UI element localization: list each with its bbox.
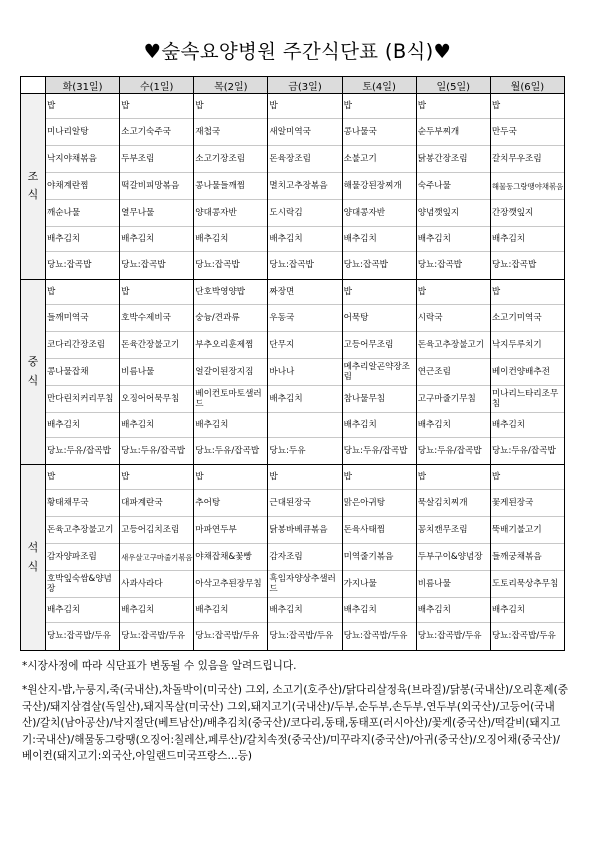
menu-item-list: [343, 280, 416, 465]
menu-item: 재첩국: [194, 119, 267, 146]
menu-item: 콩나물들깨찜: [194, 173, 267, 200]
menu-item: 해물강된장찌개: [343, 173, 416, 200]
menu-item: 두부조림: [120, 146, 193, 173]
menu-item: 두부구이&양념장: [417, 544, 490, 571]
menu-item: 배추김치: [194, 598, 267, 623]
menu-item: 돈육고추장불고기: [417, 332, 490, 359]
menu-item: 배추김치: [268, 227, 341, 252]
menu-cell: [342, 94, 416, 280]
menu-item: 간장깻잎지: [491, 200, 564, 227]
menu-item: 들깨궁채볶음: [491, 544, 564, 571]
menu-item: 멸치고추장볶음: [268, 173, 341, 200]
day-header-row: [21, 77, 565, 94]
menu-item: 배추김치: [417, 227, 490, 252]
menu-item: 배추김치: [46, 598, 119, 623]
menu-cell: [194, 94, 268, 280]
menu-item: 양대콩자반: [343, 200, 416, 227]
meal-label-char: 조: [27, 169, 39, 183]
menu-cell: [268, 279, 342, 465]
menu-item: 소고기미역국: [491, 305, 564, 332]
menu-item: 밥: [417, 94, 490, 119]
menu-item: 돈육간장불고기: [120, 332, 193, 359]
menu-cell: [46, 279, 120, 465]
menu-item: 당뇨:잡곡밥: [195, 260, 240, 270]
menu-item: 비름나물: [120, 359, 193, 386]
menu-item: 배추김치: [491, 598, 564, 623]
lunch-row: [21, 279, 565, 465]
menu-item: 밥: [268, 465, 341, 490]
menu-item: 밥: [343, 94, 416, 119]
meal-label-char: 식: [27, 188, 39, 202]
menu-item-list: [268, 465, 341, 650]
menu-item: 바나나: [268, 359, 341, 386]
notice-text: *시장사정에 따라 식단표가 변동될 수 있음을 알려드립니다.: [22, 660, 297, 672]
menu-item-list: [268, 94, 341, 279]
menu-item-list: [491, 94, 564, 279]
menu-item: 마파연두부: [194, 517, 267, 544]
menu-cell: [268, 94, 342, 280]
menu-item: 밥: [268, 94, 341, 119]
menu-item: 황태채무국: [46, 490, 119, 517]
day-header: 토(4일): [342, 77, 416, 94]
menu-item: 배추김치: [120, 413, 193, 438]
menu-item-list: [491, 280, 564, 465]
menu-item: 양대콩자반: [194, 200, 267, 227]
day-header: 월(6일): [490, 77, 564, 94]
lunch-label: [21, 279, 46, 465]
menu-cell: [120, 94, 194, 280]
menu-item: 갈치무우조림: [491, 146, 564, 173]
menu-item-list: [46, 94, 119, 279]
menu-item: 당뇨:잡곡밥: [343, 260, 388, 270]
menu-item: 양념깻잎지: [417, 200, 490, 227]
menu-item: 들깨미역국: [46, 305, 119, 332]
menu-cell: [342, 279, 416, 465]
menu-item: 배추김치: [194, 413, 267, 438]
menu-item-list: [120, 94, 193, 279]
menu-cell: [342, 465, 416, 651]
menu-item: 당뇨:두유/잡곡밥: [121, 445, 186, 456]
menu-item-list: [194, 280, 267, 465]
menu-item: 당뇨:잡곡밥: [121, 260, 166, 270]
menu-item: 배추김치: [268, 598, 341, 623]
menu-item: 떡갈비피망볶음: [120, 173, 193, 200]
menu-cell: [490, 465, 564, 651]
menu-item: 당뇨:잡곡밥/두유: [121, 631, 186, 642]
menu-item: 만다린치커리무침: [46, 386, 119, 413]
menu-item: 아삭고추된장무침: [194, 571, 267, 598]
menu-item: 당뇨:두유/잡곡밥: [417, 445, 482, 456]
menu-item: 배추김치: [268, 386, 341, 413]
menu-item: 어묵탕: [343, 305, 416, 332]
menu-item: 당뇨:잡곡밥: [417, 260, 463, 270]
menu-cell: [490, 279, 564, 465]
menu-item: 숭늉/견과류: [194, 305, 267, 332]
menu-item: 고구마줄기무침: [417, 386, 490, 413]
menu-item: 돈육고추장불고기: [46, 517, 119, 544]
menu-item: 메추리알곤약장조림: [343, 359, 416, 386]
menu-item: 밥: [343, 465, 416, 490]
menu-item: 배추김치: [46, 227, 119, 252]
menu-item: 당뇨:잡곡밥: [47, 260, 92, 270]
menu-item: 밥: [46, 94, 119, 119]
menu-cell: [416, 279, 490, 465]
menu-item: 연근조림: [417, 359, 490, 386]
menu-cell: [46, 94, 120, 280]
day-header: 금(3일): [268, 77, 342, 94]
menu-item: 숙주나물: [417, 173, 490, 200]
menu-item: 꽁치캔무조림: [417, 517, 490, 544]
menu-item: 소불고기: [343, 146, 416, 173]
menu-item: 밥: [120, 465, 193, 490]
menu-item: 배추김치: [491, 227, 564, 252]
menu-item: 밥: [343, 280, 416, 305]
menu-item: 소고기숙주국: [120, 119, 193, 146]
dinner-label: [21, 465, 46, 651]
menu-item: 닭봉바베큐볶음: [268, 517, 341, 544]
meal-label-char: 석: [27, 540, 39, 554]
menu-item: 야채계란찜: [46, 173, 119, 200]
meal-label-char: 식: [27, 373, 39, 387]
menu-item-list: [417, 465, 490, 650]
menu-item: 만두국: [491, 119, 564, 146]
weekly-menu-table: [20, 76, 565, 651]
menu-item: 돈육장조림: [268, 146, 341, 173]
menu-cell: [194, 465, 268, 651]
menu-item: 당뇨:잡곡밥: [269, 260, 314, 270]
day-header: 수(1일): [120, 77, 194, 94]
menu-item: 호박잎숙쌈&양념장: [46, 571, 119, 598]
breakfast-label: [21, 94, 46, 280]
menu-item: 밥: [120, 94, 193, 119]
menu-item: 밥: [46, 280, 119, 305]
meal-label-char: 식: [27, 559, 39, 573]
menu-item: 낙지야채볶음: [46, 146, 119, 173]
menu-item: 밥: [491, 94, 564, 119]
menu-item: 묵살김치찌개: [417, 490, 490, 517]
menu-item: 낙지두루치기: [491, 332, 564, 359]
menu-item: 닭봉간장조림: [417, 146, 490, 173]
menu-item: 돈육사태찜: [343, 517, 416, 544]
menu-item-list: [120, 465, 193, 650]
menu-item: 콩나물잡채: [46, 359, 119, 386]
menu-item: 당뇨:잡곡밥/두유: [343, 631, 408, 642]
menu-item: 베이컨토마토샐러드: [194, 386, 267, 413]
menu-item-list: [194, 465, 267, 650]
menu-item: 대파계란국: [120, 490, 193, 517]
menu-item: 밥: [120, 280, 193, 305]
meal-label-char: 중: [27, 355, 39, 369]
menu-item: 얼갈이된장지짐: [194, 359, 267, 386]
menu-cell: [416, 94, 490, 280]
menu-item-list: [417, 94, 490, 279]
menu-item-list: [46, 465, 119, 650]
menu-item: 배추김치: [491, 413, 564, 438]
dinner-row: [21, 465, 565, 651]
breakfast-row: [21, 94, 565, 280]
menu-item: 우동국: [268, 305, 341, 332]
menu-item: 당뇨:두유/잡곡밥: [195, 445, 260, 456]
menu-cell: [268, 465, 342, 651]
menu-item: 당뇨:잡곡밥/두유: [47, 631, 111, 642]
menu-item-list: [120, 280, 193, 465]
menu-item: 밥: [491, 465, 564, 490]
menu-item: 호박수제비국: [120, 305, 193, 332]
day-header: 목(2일): [194, 77, 268, 94]
page-title: ♥숲속요양병원 주간식단표 (B식)♥: [143, 40, 452, 63]
menu-item: 당뇨:잡곡밥: [491, 260, 537, 270]
menu-item: 추어탕: [194, 490, 267, 517]
menu-item: 감자양파조림: [46, 544, 119, 571]
menu-item-list: [46, 280, 119, 465]
menu-item: 감자조림: [268, 544, 341, 571]
menu-item-list: [343, 94, 416, 279]
menu-item: 비름나물: [417, 571, 490, 598]
menu-item: 고등어무조림: [343, 332, 416, 359]
menu-item: 꽃게된장국: [491, 490, 564, 517]
menu-item: 미역줄기볶음: [343, 544, 416, 571]
menu-item: 열무나물: [120, 200, 193, 227]
menu-item: 밥: [417, 280, 490, 305]
menu-item: 당뇨:잡곡밥/두유: [269, 631, 334, 642]
menu-cell: [120, 465, 194, 651]
menu-item: 도토리묵상추무침: [491, 571, 564, 598]
menu-item: [268, 413, 341, 438]
menu-item: 소고기장조림: [194, 146, 267, 173]
menu-item: 밥: [491, 280, 564, 305]
menu-item: 배추김치: [194, 227, 267, 252]
header-corner: [21, 77, 46, 94]
menu-cell: [490, 94, 564, 280]
menu-item: 배추김치: [343, 598, 416, 623]
menu-item: 콩나물국: [343, 119, 416, 146]
menu-item: 배추김치: [120, 227, 193, 252]
menu-item: 미나리알탕: [46, 119, 119, 146]
menu-item: 배추김치: [46, 413, 119, 438]
menu-cell: [46, 465, 120, 651]
menu-item: 밥: [194, 94, 267, 119]
menu-item: 오징어어묵무침: [120, 386, 193, 413]
menu-cell: [416, 465, 490, 651]
menu-item: 야채잡채&꽃빵: [194, 544, 267, 571]
menu-item: 밥: [417, 465, 490, 490]
menu-item: 코다리간장조림: [46, 332, 119, 359]
menu-item: 베이컨양배추전: [491, 359, 564, 386]
menu-item: 새우살고구마줄기볶음: [120, 544, 193, 571]
menu-item: 도시락김: [268, 200, 341, 227]
menu-item: 새알미역국: [268, 119, 341, 146]
menu-item-list: [491, 465, 564, 650]
menu-item: 배추김치: [417, 598, 490, 623]
menu-item: 미나리느타리조무침: [491, 386, 564, 413]
menu-cell: [120, 279, 194, 465]
menu-item: 단무지: [268, 332, 341, 359]
menu-item-list: [268, 280, 341, 465]
origin-text: *원산지-밥,누룽지,죽(국내산),차돌박이(미국산) 그외, 소고기(호주산)/닭다리살정육(브라질)/닭봉(국내산)/오리훈제(중국산)/돼지삼겹살(독일산),돼지목살(미국산) 그외,돼지고기(국내산)/두부,순두부,손두부,연두부(외국산)/고등어(국내산)/갈치(남아공산)/낙지절단(베트남산)/배추김치(중국산)/코다리,동태,동태포(러시아산)/꽃게(중국산)/떡갈비(돼지고기:국내산)/해물동그랑땡(오징어:칠레산,페루산)/갈치속젓(중국산)/미꾸라지(중국산)/아귀(중국산)/오징어채(중국산)/베이컨(돼지고기:외국산,아일랜드미국프랑스...등): [22, 684, 569, 762]
menu-item: 고등어김치조림: [120, 517, 193, 544]
menu-item: 당뇨:잡곡밥/두유: [417, 631, 482, 642]
menu-item: 당뇨:두유/잡곡밥: [47, 445, 111, 456]
menu-item-list: [343, 465, 416, 650]
menu-item: 단호박영양밥: [194, 280, 267, 305]
menu-item: 순두부찌개: [417, 119, 490, 146]
menu-item: 뚝배기불고기: [491, 517, 564, 544]
menu-item: 참나물무침: [343, 386, 416, 413]
menu-item: 배추김치: [120, 598, 193, 623]
menu-item: 밥: [46, 465, 119, 490]
menu-item: 사과사라다: [120, 571, 193, 598]
menu-item: 맑은아귀탕: [343, 490, 416, 517]
menu-item: 깨순나물: [46, 200, 119, 227]
menu-item: 배추김치: [343, 227, 416, 252]
menu-item: 부추오리훈제찜: [194, 332, 267, 359]
day-header: 화(31일): [46, 77, 120, 94]
menu-item: 근대된장국: [268, 490, 341, 517]
menu-item: 해물동그랑땡야채볶음: [491, 173, 564, 200]
menu-item: 가지나물: [343, 571, 416, 598]
menu-item: 짜장면: [268, 280, 341, 305]
menu-item: 당뇨:두유: [269, 445, 306, 456]
menu-item-list: [194, 94, 267, 279]
menu-item: 당뇨:두유/잡곡밥: [343, 445, 408, 456]
menu-item: 밥: [194, 465, 267, 490]
menu-item: 흑임자양상추샐러드: [268, 571, 341, 598]
menu-item: 당뇨:잡곡밥/두유: [195, 631, 260, 642]
menu-cell: [194, 279, 268, 465]
menu-item: 당뇨:두유/잡곡밥: [491, 445, 556, 456]
menu-item: 배추김치: [417, 413, 490, 438]
menu-item-list: [417, 280, 490, 465]
menu-item: 배추김치: [343, 413, 416, 438]
menu-item: 당뇨:잡곡밥/두유: [491, 631, 556, 642]
menu-item: 시락국: [417, 305, 490, 332]
day-header: 일(5일): [416, 77, 490, 94]
